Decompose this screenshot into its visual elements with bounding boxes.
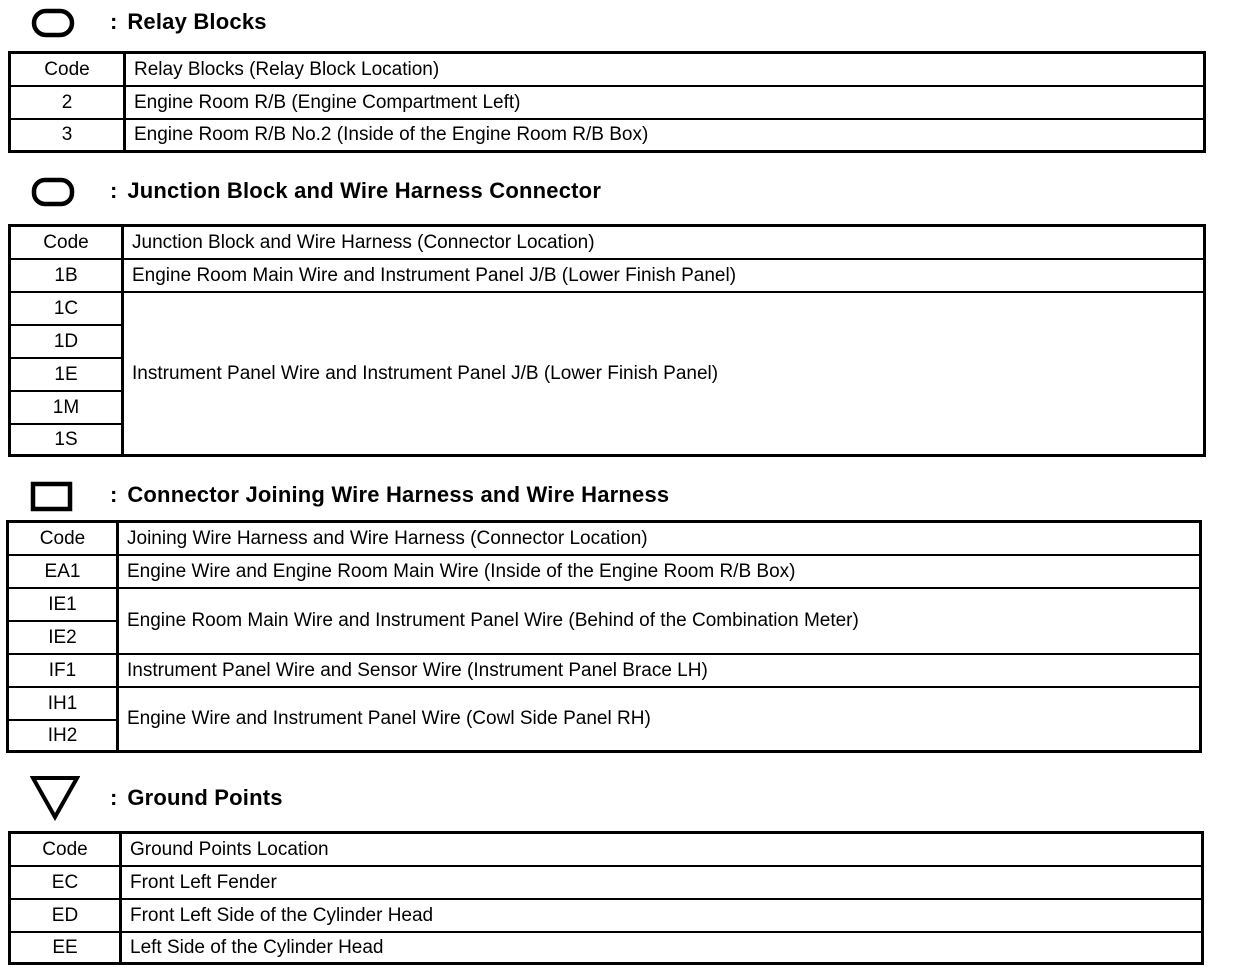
code-cell: 1E: [10, 358, 123, 391]
section-header-junction-block: [30, 173, 601, 209]
table-row: [10, 86, 1205, 119]
table-row: [8, 588, 1201, 621]
code-cell: EA1: [8, 555, 118, 588]
desc-cell: Left Side of the Cylinder Head: [121, 932, 1203, 964]
header-code-cell: Code: [10, 833, 121, 866]
table-header-row: [10, 833, 1203, 866]
table-row: [10, 259, 1205, 292]
table-row: [10, 866, 1203, 899]
code-cell: ED: [10, 899, 121, 932]
code-cell: IE2: [8, 621, 118, 654]
header-colon: :: [110, 482, 118, 507]
connector-joining-table: [6, 520, 1202, 753]
relay-blocks-table: [8, 51, 1206, 153]
table-row: [8, 555, 1201, 588]
junction-block-table: [8, 224, 1206, 457]
code-cell: IF1: [8, 654, 118, 687]
header-desc-cell: Junction Block and Wire Harness (Connector Location): [123, 226, 1205, 259]
header-desc-cell: Relay Blocks (Relay Block Location): [125, 53, 1205, 86]
code-cell: 1M: [10, 391, 123, 424]
desc-cell: Instrument Panel Wire and Instrument Panel J/B (Lower Finish Panel): [123, 292, 1205, 456]
code-cell: 1S: [10, 424, 123, 456]
header-colon: :: [110, 178, 118, 203]
table-row: [10, 899, 1203, 932]
code-cell: 1C: [10, 292, 123, 325]
header-colon: :: [110, 785, 118, 810]
section-title: Connector Joining Wire Harness and Wire Harness: [127, 482, 670, 507]
header-code-cell: Code: [10, 226, 123, 259]
code-cell: 3: [10, 119, 125, 152]
header-colon: :: [110, 9, 118, 34]
table-row: [10, 292, 1205, 325]
desc-cell: Engine Room Main Wire and Instrument Panel Wire (Behind of the Combination Meter): [118, 588, 1201, 654]
desc-cell: Instrument Panel Wire and Sensor Wire (Instrument Panel Brace LH): [118, 654, 1201, 687]
desc-cell: Engine Wire and Instrument Panel Wire (Cowl Side Panel RH): [118, 687, 1201, 752]
code-cell: EE: [10, 932, 121, 964]
table-row: [8, 687, 1201, 720]
section-title: Junction Block and Wire Harness Connector: [127, 178, 602, 203]
section-header-connector-joining: [30, 477, 669, 513]
rectangle-icon: [30, 477, 80, 513]
header-code-cell: Code: [8, 522, 118, 555]
section-title: Relay Blocks: [127, 9, 267, 34]
ground-points-table: [8, 831, 1204, 965]
section-header-relay-blocks: [30, 4, 267, 40]
code-cell: IH2: [8, 720, 118, 752]
header-desc-cell: Ground Points Location: [121, 833, 1203, 866]
table-header-row: [10, 226, 1205, 259]
code-cell: IH1: [8, 687, 118, 720]
desc-cell: Engine Wire and Engine Room Main Wire (Inside of the Engine Room R/B Box): [118, 555, 1201, 588]
section-title: Ground Points: [127, 785, 283, 810]
header-code-cell: Code: [10, 53, 125, 86]
table-row: [8, 654, 1201, 687]
code-cell: 1B: [10, 259, 123, 292]
code-cell: 2: [10, 86, 125, 119]
code-cell: IE1: [8, 588, 118, 621]
triangle-down-icon: [30, 780, 80, 816]
desc-cell: Engine Room R/B (Engine Compartment Left): [125, 86, 1205, 119]
desc-cell: Front Left Side of the Cylinder Head: [121, 899, 1203, 932]
rounded-rect-icon: [30, 173, 80, 209]
table-header-row: [10, 53, 1205, 86]
desc-cell: Engine Room R/B No.2 (Inside of the Engine Room R/B Box): [125, 119, 1205, 152]
desc-cell: Engine Room Main Wire and Instrument Panel J/B (Lower Finish Panel): [123, 259, 1205, 292]
table-row: [10, 932, 1203, 964]
table-row: [10, 119, 1205, 152]
header-desc-cell: Joining Wire Harness and Wire Harness (Connector Location): [118, 522, 1201, 555]
table-header-row: [8, 522, 1201, 555]
section-header-ground-points: [30, 780, 283, 816]
desc-cell: Front Left Fender: [121, 866, 1203, 899]
rounded-rect-icon: [30, 4, 80, 40]
code-cell: EC: [10, 866, 121, 899]
code-cell: 1D: [10, 325, 123, 358]
